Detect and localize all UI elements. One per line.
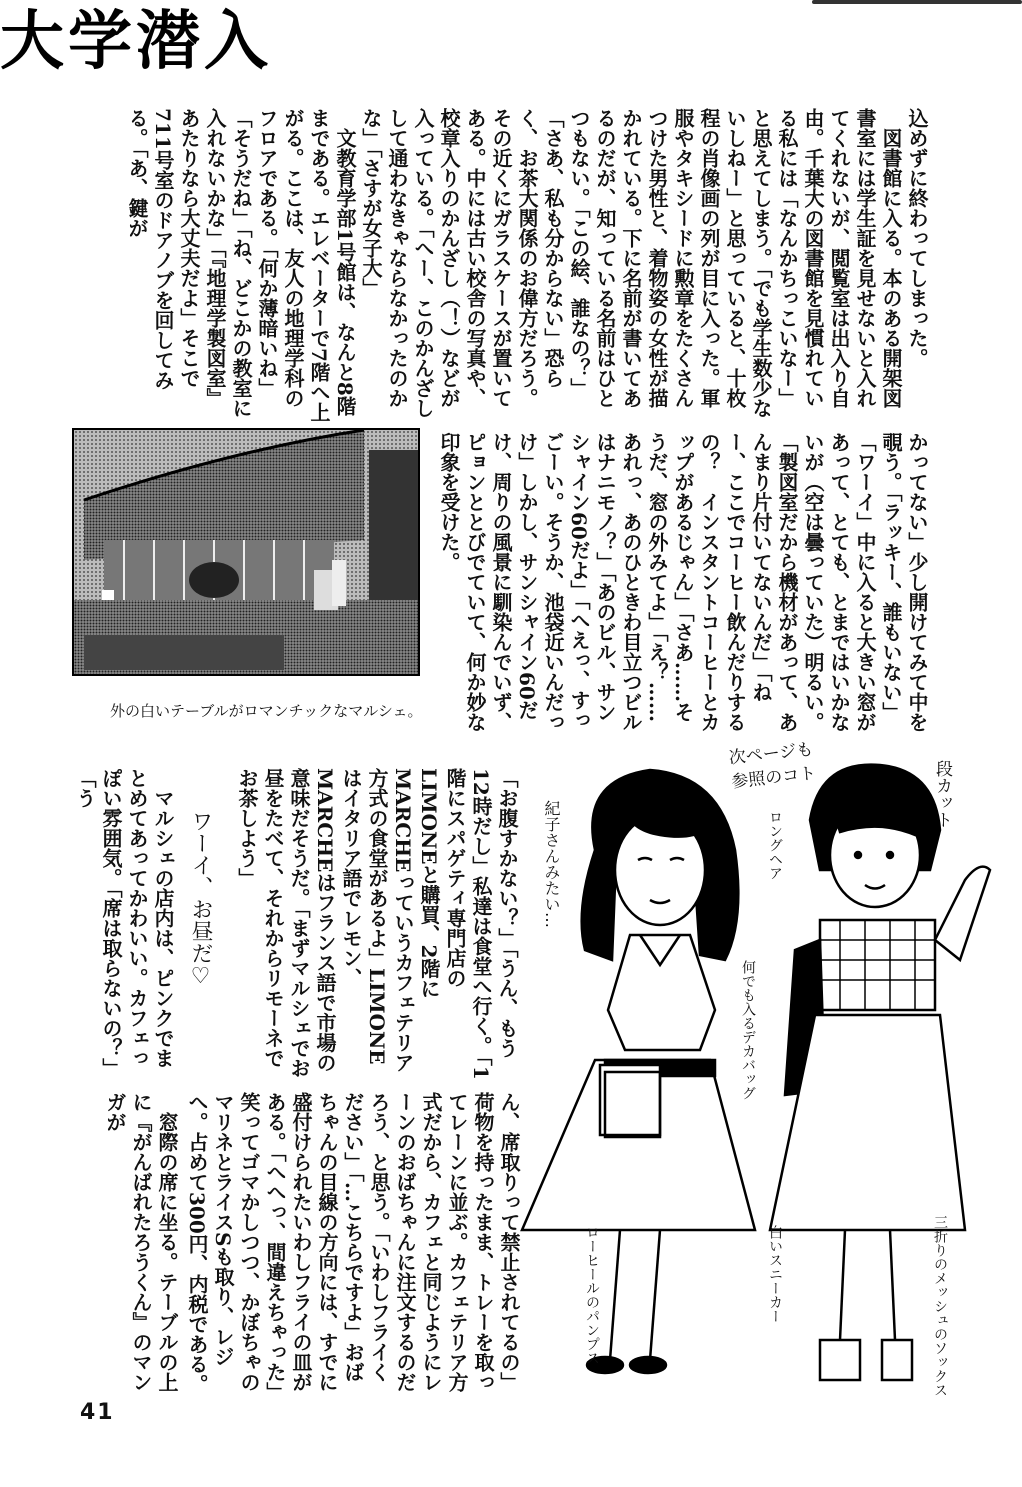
sidebar-note: ワーイ、お昼だ♡ (188, 810, 213, 989)
building-photo (72, 428, 420, 676)
article-column-1: 込めずに終わってしまった。 図書館に入る。本のある開架図書室には学生証を見せないと入れてくれないが、閲覧室は出入り自由。千葉大の図書館を見慣れている私には「なんかちっこいなー」と思えてしまう。「でも学生数少ないしねー」と思っていると、十枚程の肖像画の列が目に入った。軍服やタキシードに勲章をたくさんつけた男性と、着物姿の女性が描かれている。下に名前が書いてあるのだが、知っている名前はひとつもない。「この絵、誰なの？」「さあ、私も分からない」恐らく、お茶大関係のお偉方だろう。その近くにガラスケースが置いてある。中には古い校舎の写真や、校章入りのかんざし（！）などが入っている。「へー、このかんざしして通わなきゃならなかったのかな」「さすが女子大」 文教育学部1号館は、なんと8階まである。エレベーターで7階へ上がる。ここは、友人の地理学科のフロアである。「何か薄暗いね」「そうだね」「ね、どこかの教室に入れないかな」「『地理学製図室』あたりなら大丈夫だよ」そこで711号室のドアノブを回してみる。「あ、鍵が (125, 108, 929, 422)
photo-caption: 外の白いテーブルがロマンチックなマルシェ。 (110, 702, 423, 720)
article-column-3: 「お腹すかない？」「うん、もう12時だし」私達は食堂へ行く。「1階にスパゲティ専門店のLIMONEと購買、2階にMARCHEっていうカフェテリア方式の食堂があるよ」LIMONEはイタリア語でレモン、MARCHEはフランス語で市場の意味だそうだ。「まずマルシェでお昼をたべて、それからリモーネでお茶しよう」 (235, 768, 519, 1080)
note-noriko: 紀子さんみたい… (542, 800, 561, 928)
building-photo-image (74, 430, 418, 674)
page-corner-mark (812, 0, 1022, 4)
note-sneakers: 白いスニーカー (767, 1225, 783, 1323)
note-bag: 何でも入るデカバッグ (740, 960, 756, 1100)
article-column-2: かってない」少し開けてみて中を覗う。「ラッキー、誰もいない」「ワーイ」中に入ると大きい窓があって、とても、とまではいかないが（空は曇っていた）明るい。「製図室だから機材があって、あんまり片付いてないんだ」「ねー、ここでコーヒー飲んだりするの？ インスタントコーヒーとカップがあるじゃん」「さあ……そうだ、窓の外みてよ」「え？……あれっ、あのひときわ目立つビルはナニモノ？」「あのビル、サンシャイン60だよ」「へえっ、すっごーい。そうか、池袋近いんだっけ」しかし、サンシャイン60だけ、周りの風景に馴染んでいず、ピョンととびでていて、何か妙な印象を受けた。 (437, 432, 929, 732)
note-next-page: 次ページも 参照のコト (727, 739, 818, 793)
note-layered-cut: 段カット (932, 760, 952, 828)
page-number: 41 (80, 1400, 115, 1425)
article-column-4: マルシェの店内は、ピンクでまとめてあってかわいい。カフェっぽい雰囲気。「席は取らないの？」「う (73, 768, 175, 1078)
article-column-5: ん、席取りって禁止されてるの」荷物を持ったまま、トレーを取ってレーンに並ぶ。カフェテリア方式だから、カフェと同じようにレーンのおばちゃんに注文するのだろう、と思う。「いわしフライください」「…こちらですよ」おばちゃんの目線の方向には、すでに盛付けられたいわしフライの皿がある。「へへっ、間違えちゃった」笑ってゴマかしつつ、かぼちゃのマリネとライスSも取り、レジへ。占めて300円、内税である。 (185, 1092, 521, 1394)
woman-short-hair-figure (770, 765, 990, 1380)
page-title: 大学潜入 (0, 5, 272, 79)
article-column-6: 窓際の席に坐る。テーブルの上に『がんばれたろうくん』のマンガが (103, 1092, 179, 1392)
note-pumps: ローヒールのパンプス (584, 1225, 600, 1365)
note-long-hair: ロングヘア (767, 810, 783, 880)
note-socks: 三折りのメッシュのソックス (932, 1215, 948, 1397)
